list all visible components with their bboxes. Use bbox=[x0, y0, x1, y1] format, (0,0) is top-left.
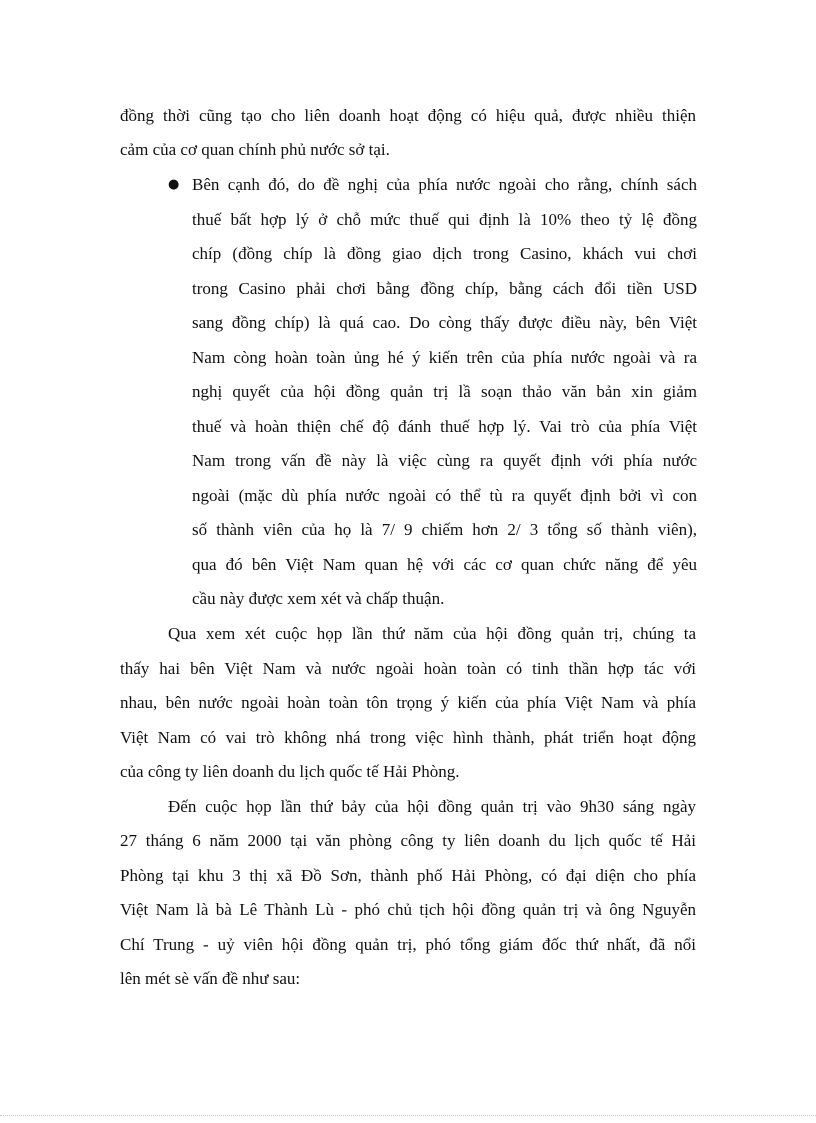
text-line: đồng thời cũng tạo cho liên doanh hoạt động có hiệu quả, được nhiều thiện bbox=[120, 106, 696, 125]
text-line: 27 tháng 6 năm 2000 tại văn phòng công ty liên doanh du lịch quốc tế Hải bbox=[120, 831, 696, 850]
text-line: thuế và hoàn thiện chế độ đánh thuế hợp lý. Vai trò của phía Việt bbox=[192, 417, 697, 436]
text-line: nhau, bên nước ngoài hoàn toàn tôn trọng ý kiến của phía Việt Nam và phía bbox=[120, 693, 696, 712]
text-line: nghị quyết của hội đồng quản trị lầ soạn thảo văn bản xin giảm bbox=[192, 382, 697, 401]
text-line: Nam còng hoàn toàn ủng hé ý kiến trên của phía nước ngoài và ra bbox=[192, 348, 697, 367]
text-line: lên mét sè vấn đề như sau: bbox=[120, 969, 301, 988]
text-line: cảm của cơ quan chính phủ nước sở tại. bbox=[120, 140, 390, 159]
bullet-icon: ● bbox=[168, 177, 180, 192]
text-line: thuế bất hợp lý ở chỗ mức thuế qui định là 10% theo tỷ lệ đồng bbox=[192, 210, 697, 229]
text-line: sang đồng chíp) là quá cao. Do còng thấy được điều này, bên Việt bbox=[192, 313, 697, 332]
text-line: chíp (đồng chíp là đồng giao dịch trong Casino, khách vui chơi bbox=[192, 244, 697, 263]
text-line: của công ty liên doanh du lịch quốc tế Hải Phòng. bbox=[120, 762, 460, 781]
text-line: Qua xem xét cuộc họp lần thứ năm của hội đồng quản trị, chúng ta bbox=[168, 624, 696, 643]
text-line: trong Casino phải chơi bằng đồng chíp, bằng cách đổi tiền USD bbox=[192, 279, 697, 298]
text-line: Đến cuộc họp lần thứ bảy của hội đồng quản trị vào 9h30 sáng ngày bbox=[168, 797, 696, 816]
text-line: số thành viên của họ là 7/ 9 chiếm hơn 2/ 3 tổng số thành viên), bbox=[192, 520, 697, 539]
text-line: qua đó bên Việt Nam quan hệ với các cơ quan chức năng để yêu bbox=[192, 555, 697, 574]
page-bottom-divider bbox=[0, 1115, 816, 1116]
text-line: Nam trong vấn đề này là việc cùng ra quyết định với phía nước bbox=[192, 451, 697, 470]
text-line: Việt Nam có vai trò không nhá trong việc hình thành, phát triển hoạt động bbox=[120, 728, 696, 747]
text-line: Bên cạnh đó, do đề nghị của phía nước ngoài cho rằng, chính sách bbox=[192, 175, 697, 194]
text-line: Việt Nam là bà Lê Thành Lù - phó chủ tịch hội đồng quản trị và ông Nguyễn bbox=[120, 900, 696, 919]
text-line: thấy hai bên Việt Nam và nước ngoài hoàn toàn có tinh thần hợp tác với bbox=[120, 659, 696, 678]
text-line: Chí Trung - uỷ viên hội đồng quản trị, phó tổng giám đốc thứ nhất, đã nổi bbox=[120, 935, 696, 954]
text-line: Phòng tại khu 3 thị xã Đồ Sơn, thành phố Hải Phòng, có đại diện cho phía bbox=[120, 866, 696, 885]
text-line: cầu này được xem xét và chấp thuận. bbox=[192, 589, 445, 608]
text-line: ngoài (mặc dù phía nước ngoài có thể tù ra quyết định bởi vì con bbox=[192, 486, 697, 505]
